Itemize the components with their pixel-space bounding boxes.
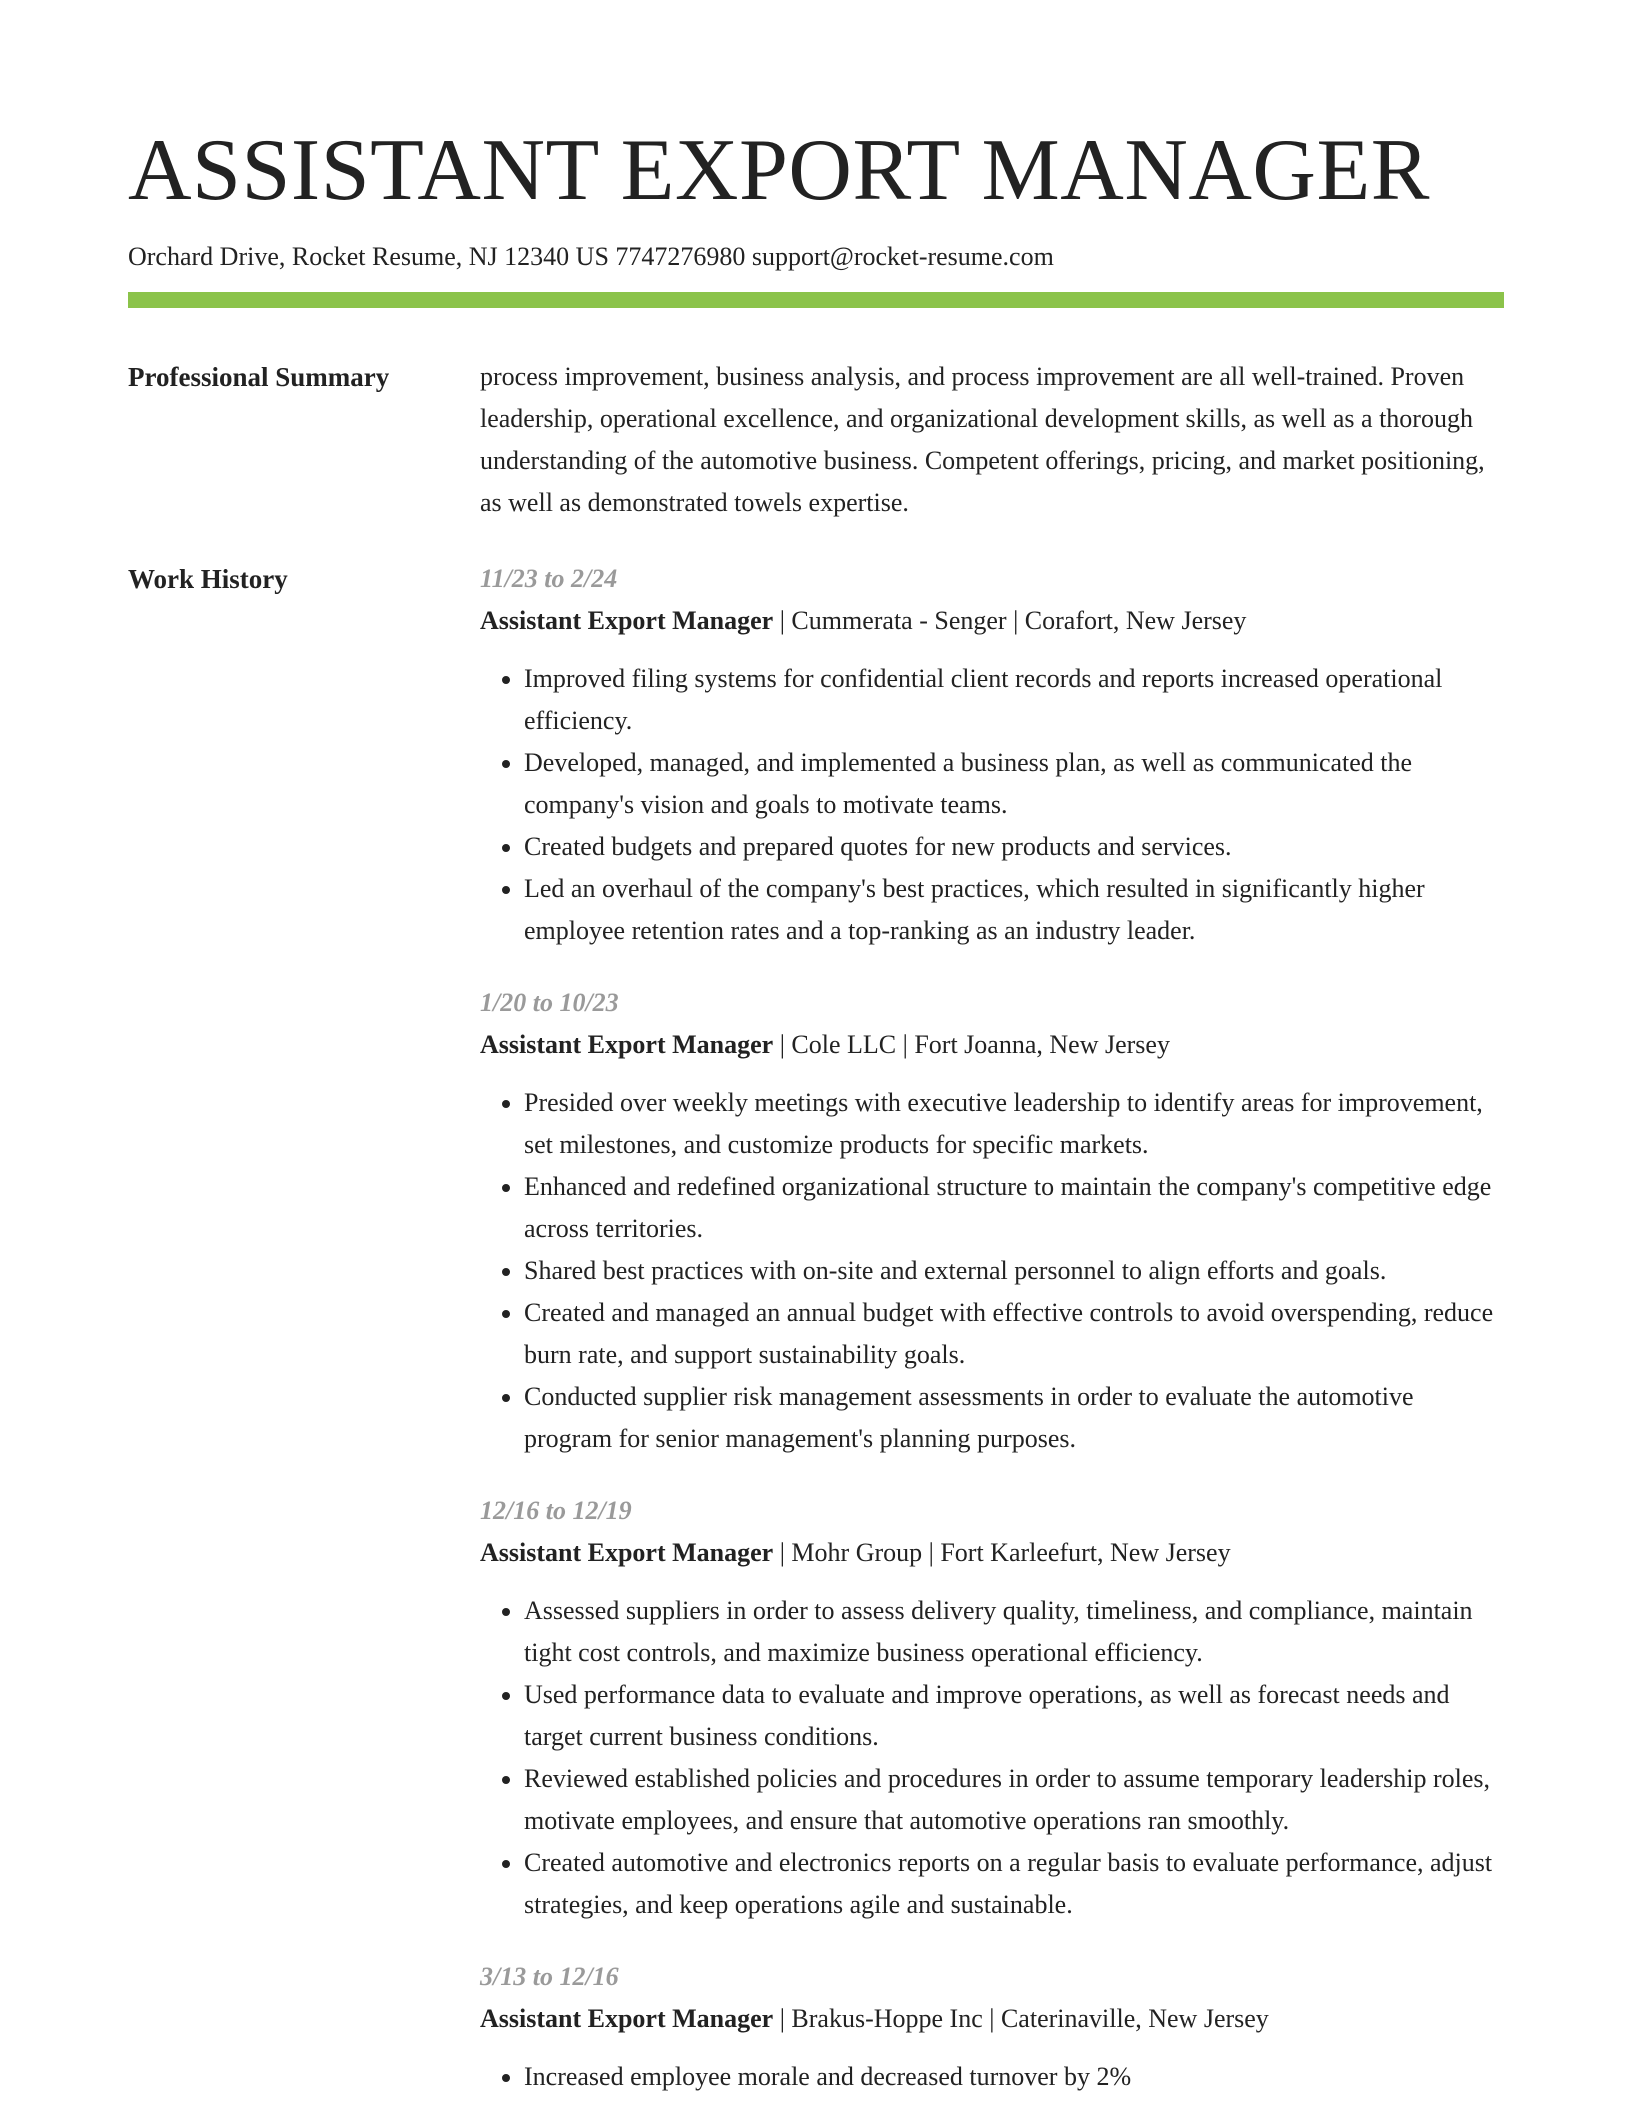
job-entry: [480, 1956, 1504, 2098]
professional-summary-section: [128, 356, 1504, 524]
job-heading: [480, 1024, 1504, 1066]
job-title: Assistant Export Manager: [480, 2004, 774, 2033]
job-entry: [480, 1490, 1504, 1926]
job-bullet-list: [480, 1590, 1504, 1926]
accent-divider: [128, 292, 1504, 308]
work-history-section: [128, 558, 1504, 2128]
job-bullet-list: [480, 1082, 1504, 1460]
job-bullet-list: [480, 2056, 1504, 2098]
section-label-work-history: Work History: [128, 564, 288, 594]
job-list: [480, 558, 1504, 2128]
job-dates: 1/20 to 10/23: [480, 988, 619, 1017]
job-bullet: • Enhanced and redefined organizational structure to maintain the company's competitive edge across territories.: [524, 1166, 1504, 1250]
job-bullet: • Improved filing systems for confidential client records and reports increased operational efficiency.: [524, 658, 1504, 742]
section-label-summary: Professional Summary: [128, 362, 390, 392]
job-title: Assistant Export Manager: [480, 1538, 774, 1567]
job-company-location: | Cummerata - Senger | Corafort, New Jersey: [773, 606, 1247, 635]
job-bullet: • Shared best practices with on-site and external personnel to align efforts and goals.: [524, 1250, 1504, 1292]
job-company-location: | Cole LLC | Fort Joanna, New Jersey: [773, 1030, 1170, 1059]
job-company-location: | Brakus-Hoppe Inc | Caterinaville, New Jersey: [773, 2004, 1269, 2033]
job-heading: [480, 1998, 1504, 2040]
job-bullet: • Developed, managed, and implemented a business plan, as well as communicated the company's vision and goals to motivate teams.: [524, 742, 1504, 826]
job-bullet: • Created budgets and prepared quotes for new products and services.: [524, 826, 1504, 868]
resume-title: ASSISTANT EXPORT MANAGER: [128, 122, 1430, 219]
job-bullet: • Used performance data to evaluate and improve operations, as well as forecast needs and target current business conditions.: [524, 1674, 1504, 1758]
job-bullet: • Reviewed established policies and procedures in order to assume temporary leadership roles, motivate employees, and ensure that automotive operations ran smoothly.: [524, 1758, 1504, 1842]
job-bullet: • Presided over weekly meetings with executive leadership to identify areas for improvement, set milestones, and customize products for specific markets.: [524, 1082, 1504, 1166]
job-bullet: • Assessed suppliers in order to assess delivery quality, timeliness, and compliance, maintain tight cost controls, and maximize business operational efficiency.: [524, 1590, 1504, 1674]
job-dates: 12/16 to 12/19: [480, 1496, 632, 1525]
job-heading: [480, 1532, 1504, 1574]
job-dates: 3/13 to 12/16: [480, 1962, 619, 1991]
job-title: Assistant Export Manager: [480, 606, 774, 635]
job-dates: 11/23 to 2/24: [480, 564, 618, 593]
job-bullet-list: [480, 658, 1504, 952]
job-entry: [480, 982, 1504, 1460]
job-bullet: • Conducted supplier risk management assessments in order to evaluate the automotive program for senior management's planning purposes.: [524, 1376, 1504, 1460]
job-company-location: | Mohr Group | Fort Karleefurt, New Jersey: [773, 1538, 1231, 1567]
job-title: Assistant Export Manager: [480, 1030, 774, 1059]
job-entry: [480, 558, 1504, 952]
resume-page: [128, 118, 1504, 2128]
job-bullet: • Created automotive and electronics reports on a regular basis to evaluate performance, adjust strategies, and keep operations agile and sustainable.: [524, 1842, 1504, 1926]
job-bullet: • Increased employee morale and decreased turnover by 2%: [524, 2056, 1504, 2098]
summary-text: process improvement, business analysis, and process improvement are all well-trained. Proven leadership, operational excellence, and organizational development skills, as well as a thorough understanding of the automotive business. Competent offerings, pricing, and market positioning, as well as demonstrated towels expertise.: [480, 362, 1485, 517]
job-bullet: • Created and managed an annual budget with effective controls to avoid overspending, reduce burn rate, and support sustainability goals.: [524, 1292, 1504, 1376]
job-heading: [480, 600, 1504, 642]
contact-info: Orchard Drive, Rocket Resume, NJ 12340 US 7747276980 support@rocket-resume.com: [128, 242, 1054, 271]
job-bullet: • Led an overhaul of the company's best practices, which resulted in significantly higher employee retention rates and a top-ranking as an industry leader.: [524, 868, 1504, 952]
